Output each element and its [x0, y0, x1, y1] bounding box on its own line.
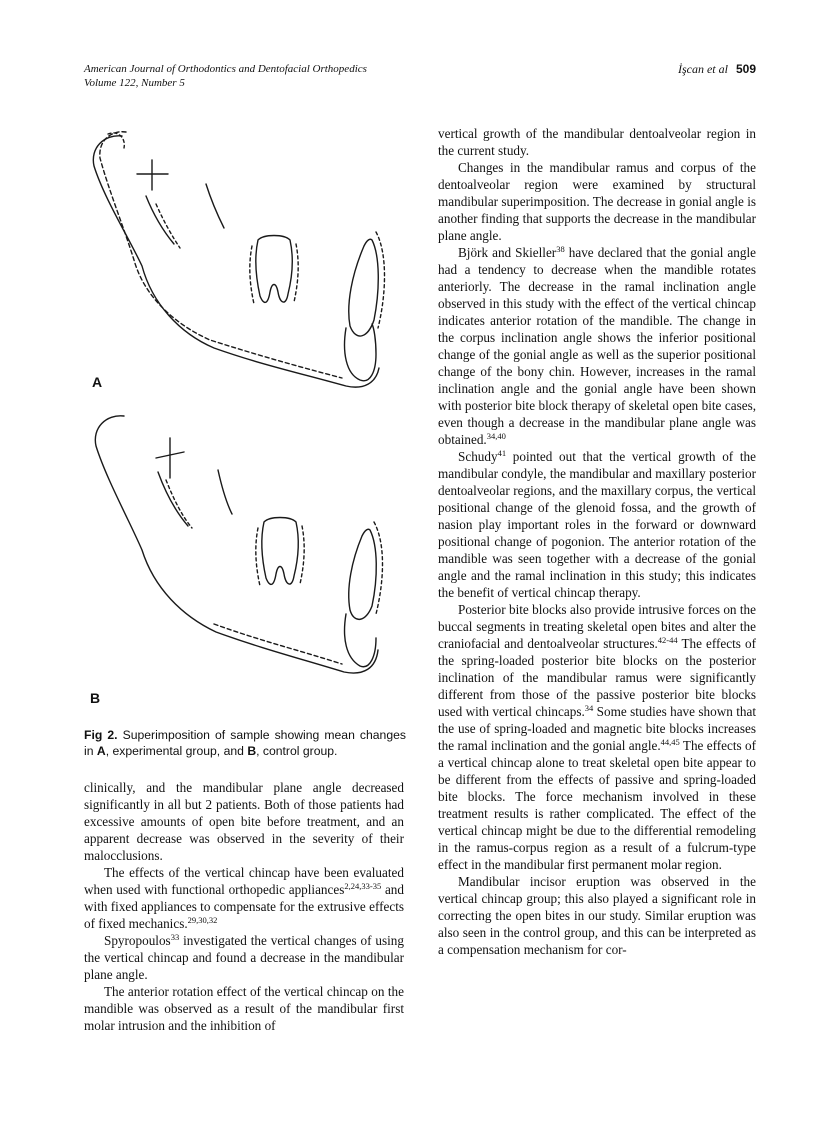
caption-label-b: B — [247, 744, 257, 758]
panel-label-b: B — [90, 690, 101, 706]
panel-a-incisor-dashed — [376, 232, 385, 328]
panel-b-canal-line-dashed — [166, 480, 192, 528]
figure-number: Fig 2. — [84, 728, 118, 742]
paragraph: Schudy$^{41}$ pointed out that the vertical growth of the mandibular condyle, the mandibular and maxillary posterior dentoalveolar regions, and the maxillary corpus, the vertical positional change of the glenoid fossa, and the growth of nasion play important roles in the forward or downward positional change of pogonion. The anterior rotation of the mandible was seen together with a decrease of the gonial angle and the ramal inclination in this study; this indicates the benefit of vertical chincap therapy. — [438, 448, 756, 600]
right-text-column — [438, 125, 756, 958]
left-text-column — [84, 779, 404, 1034]
figure-caption — [84, 727, 406, 759]
author-running-head: İşcan et al — [677, 62, 728, 76]
paragraph: Mandibular incisor eruption was observed in the vertical chincap group; this also played a significant role in correcting the open bites in our study. Similar eruption was also seen in the control group, and this can be interpreted as a compensation mechanism for cor- — [438, 874, 756, 957]
panel-b-molar — [262, 518, 298, 585]
panel-b-mandible-outline — [95, 416, 378, 673]
caption-text-2: , experimental group, and — [105, 744, 244, 758]
panel-b-drawing — [95, 416, 382, 673]
panel-b-incisor — [349, 529, 377, 619]
page-number: 509 — [735, 62, 756, 76]
panel-a-mandible-outline — [93, 136, 379, 387]
running-header-right — [678, 62, 756, 76]
caption-text-1: Superimposition of sample showing mean changes in — [84, 728, 406, 758]
panel-a-chin-outline — [345, 324, 376, 381]
paragraph: Björk and Skieller$^{38}$ have declared that the gonial angle had a tendency to decrease when the mandible rotates anteriorly. The decrease in the ramal inclination angle observed in this study with the effect of the vertical chincap indicates anterior rotation of the mandible. The change in the corpus inclination angle shows the inferior positional change of the gonial angle as well as the superior positional change of the bony chin. However, increases in the ramal inclination angle and the gonial angle have been shown with posterior bite block therapy of skeletal open bite cases, even though a decrease in the mandibular plane angle was obtained.$^{34,40}$ — [438, 244, 756, 447]
panel-b-chin-outline — [345, 614, 376, 667]
panel-a-canal-line — [146, 196, 174, 244]
paragraph: The anterior rotation effect of the vertical chincap on the mandible was observed as a result of the mandibular first molar intrusion and the inhibition of — [84, 984, 404, 1033]
panel-a-drawing — [93, 132, 384, 387]
figure-2 — [84, 128, 404, 708]
paragraph: Spyropoulos$^{33}$ investigated the vertical changes of using the vertical chincap and found a decrease in the mandibular plane angle. — [84, 932, 404, 982]
panel-b-mandible-outline-dashed — [214, 624, 342, 664]
journal-volume: Volume 122, Number 5 — [84, 77, 185, 89]
running-header-left — [84, 62, 367, 90]
panel-a-incisor — [349, 239, 379, 336]
panel-label-a: A — [92, 374, 103, 390]
paragraph: Posterior bite blocks also provide intrusive forces on the buccal segments in treating skeletal open bites and alter the craniofacial and dentoalveolar structures.$^{42-44}$ The effects of the spring-loaded posterior bite blocks on the posterior inclination of the mandibular ramus were significantly different from those of the passive posterior bite blocks used with vertical chincaps.$^{34}$ Some studies have shown that the use of spring-loaded and magnetic bite blocks increases the ramal inclination and the gonial angle.$^{44,45}$ The effects of a vertical chincap alone to treat skeletal open bite appear to be different from the effects of passive and spring-loaded bite blocks. The force mechanism involved in these treatment results is rather complicated. The effect of the vertical chincap might be due to the differential remodeling in the ramus-corpus region as a result of a fulcrum-type effect in the mandibular first permanent molar region. — [438, 602, 756, 872]
mandible-superimposition-drawing — [84, 128, 404, 708]
journal-title: American Journal of Orthodontics and Dentofacial Orthopedics — [84, 63, 367, 75]
paragraph: Changes in the mandibular ramus and corpus of the dentoalveolar region were examined by structural mandibular superimposition. The decrease in gonial angle is another finding that supports the decrease in the mandibular plane angle. — [438, 160, 756, 243]
paragraph: vertical growth of the mandibular dentoalveolar region in the current study. — [438, 126, 756, 158]
paragraph: The effects of the vertical chincap have been evaluated when used with functional orthopedic appliances$^{2,24,33-35}$ and with fixed appliances to compensate for the extrusive effects of fixed mechanics.$^{29,30,32}$ — [84, 865, 404, 931]
panel-b-incisor-dashed — [374, 522, 383, 614]
panel-a-molar — [256, 236, 292, 303]
paragraph: clinically, and the mandibular plane angle decreased significantly in all but 2 patients. Both of those patients had excessive amounts of open bite before treatment, and an apparent decrease was observed in the severity of their malocclusions. — [84, 780, 404, 863]
panel-a-canal-line-dashed — [156, 204, 180, 248]
panel-b-canal-line — [158, 472, 188, 526]
panel-a-ramus-mark — [206, 184, 224, 228]
caption-text-3: , control group. — [256, 744, 338, 758]
panel-b-ramus-mark — [218, 470, 232, 514]
caption-label-a: A — [96, 744, 106, 758]
